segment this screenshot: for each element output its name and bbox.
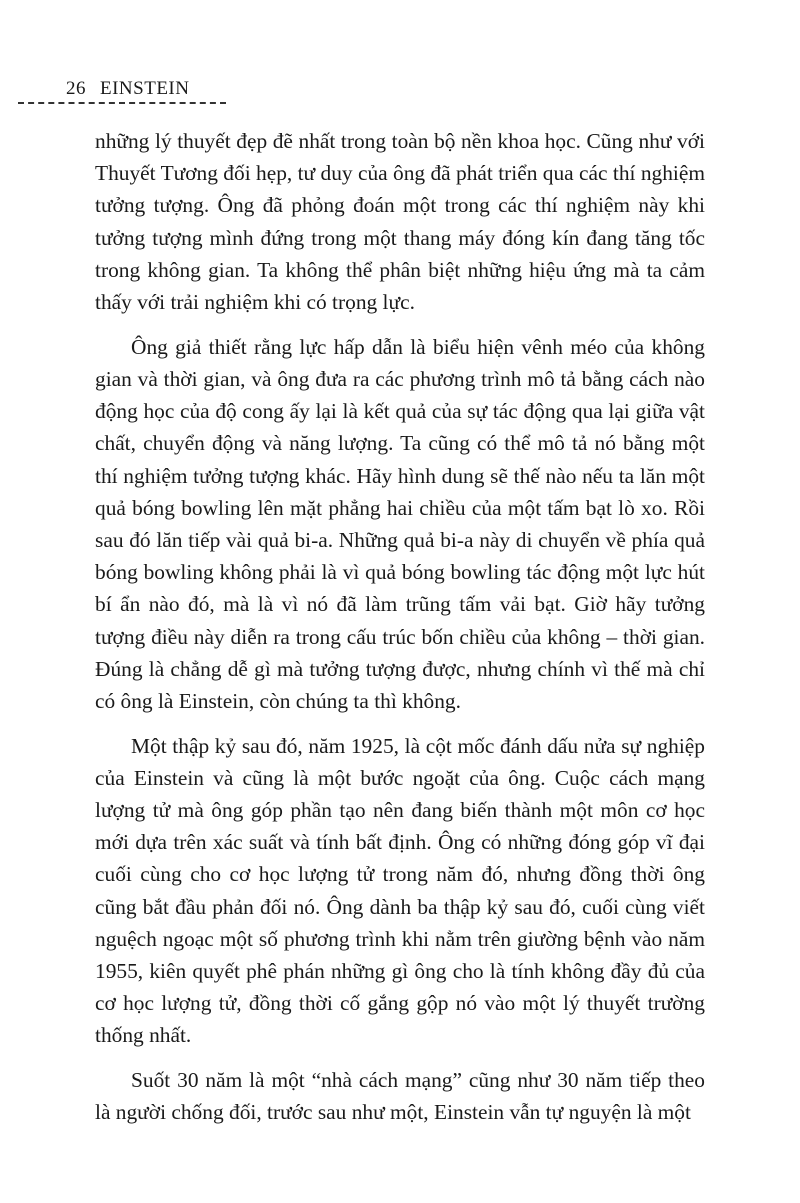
paragraph: những lý thuyết đẹp đẽ nhất trong toàn bộ nền khoa học. Cũng như với Thuyết Tương đối hẹp, tư duy của ông đã phát triển qua các thí nghiệm tưởng tượng. Ông đã phỏng đoán một trong các thí nghiệm này khi tưởng tượng mình đứng trong một thang máy đóng kín đang tăng tốc trong không gian. Ta không thể phân biệt những hiệu ứng mà ta cảm thấy với trải nghiệm khi có trọng lực.: [95, 129, 705, 315]
running-title: EINSTEIN: [100, 78, 190, 99]
running-head: [66, 78, 189, 100]
header-dashed-rule: [18, 102, 226, 104]
page-number: 26: [66, 78, 86, 99]
paragraph: Ông giả thiết rằng lực hấp dẫn là biểu hiện vênh méo của không gian và thời gian, và ông đưa ra các phương trình mô tả bằng cách nào động học của độ cong ấy lại là kết quả của sự tác động qua lại giữa vật chất, chuyển động và năng lượng. Ta cũng có thể mô tả nó bằng một thí nghiệm tưởng tượng khác. Hãy hình dung sẽ thế nào nếu ta lăn một quả bóng bowling lên mặt phẳng hai chiều của một tấm bạt lò xo. Rồi sau đó lăn tiếp vài quả bi-a. Những quả bi-a này di chuyển về phía quả bóng bowling không phải là vì quả bóng bowling tác động một lực hút bí ẩn nào đó, mà là vì nó đã làm trũng tấm vải bạt. Giờ hãy tưởng tượng điều này diễn ra trong cấu trúc bốn chiều của không – thời gian. Đúng là chẳng dễ gì mà tưởng tượng được, nhưng chính vì thế mà chỉ có ông là Einstein, còn chúng ta thì không.: [95, 334, 705, 713]
paragraph: Một thập kỷ sau đó, năm 1925, là cột mốc đánh dấu nửa sự nghiệp của Einstein và cũng là một bước ngoặt của ông. Cuộc cách mạng lượng tử mà ông góp phần tạo nên đang biến thành một môn cơ học mới dựa trên xác suất và tính bất định. Ông có những đóng góp vĩ đại cuối cùng cho cơ học lượng tử trong năm đó, nhưng đồng thời ông cũng bắt đầu phản đối nó. Ông dành ba thập kỷ sau đó, cuối cùng viết nguệch ngoạc một số phương trình khi nằm trên giường bệnh vào năm 1955, kiên quyết phê phán những gì ông cho là tính không đầy đủ của cơ học lượng tử, đồng thời cố gắng gộp nó vào một lý thuyết trường thống nhất.: [95, 733, 705, 1048]
body-text: [95, 125, 705, 1141]
paragraph: Suốt 30 năm là một “nhà cách mạng” cũng như 30 năm tiếp theo là người chống đối, trước sau như một, Einstein vẫn tự nguyện là một: [95, 1068, 705, 1125]
